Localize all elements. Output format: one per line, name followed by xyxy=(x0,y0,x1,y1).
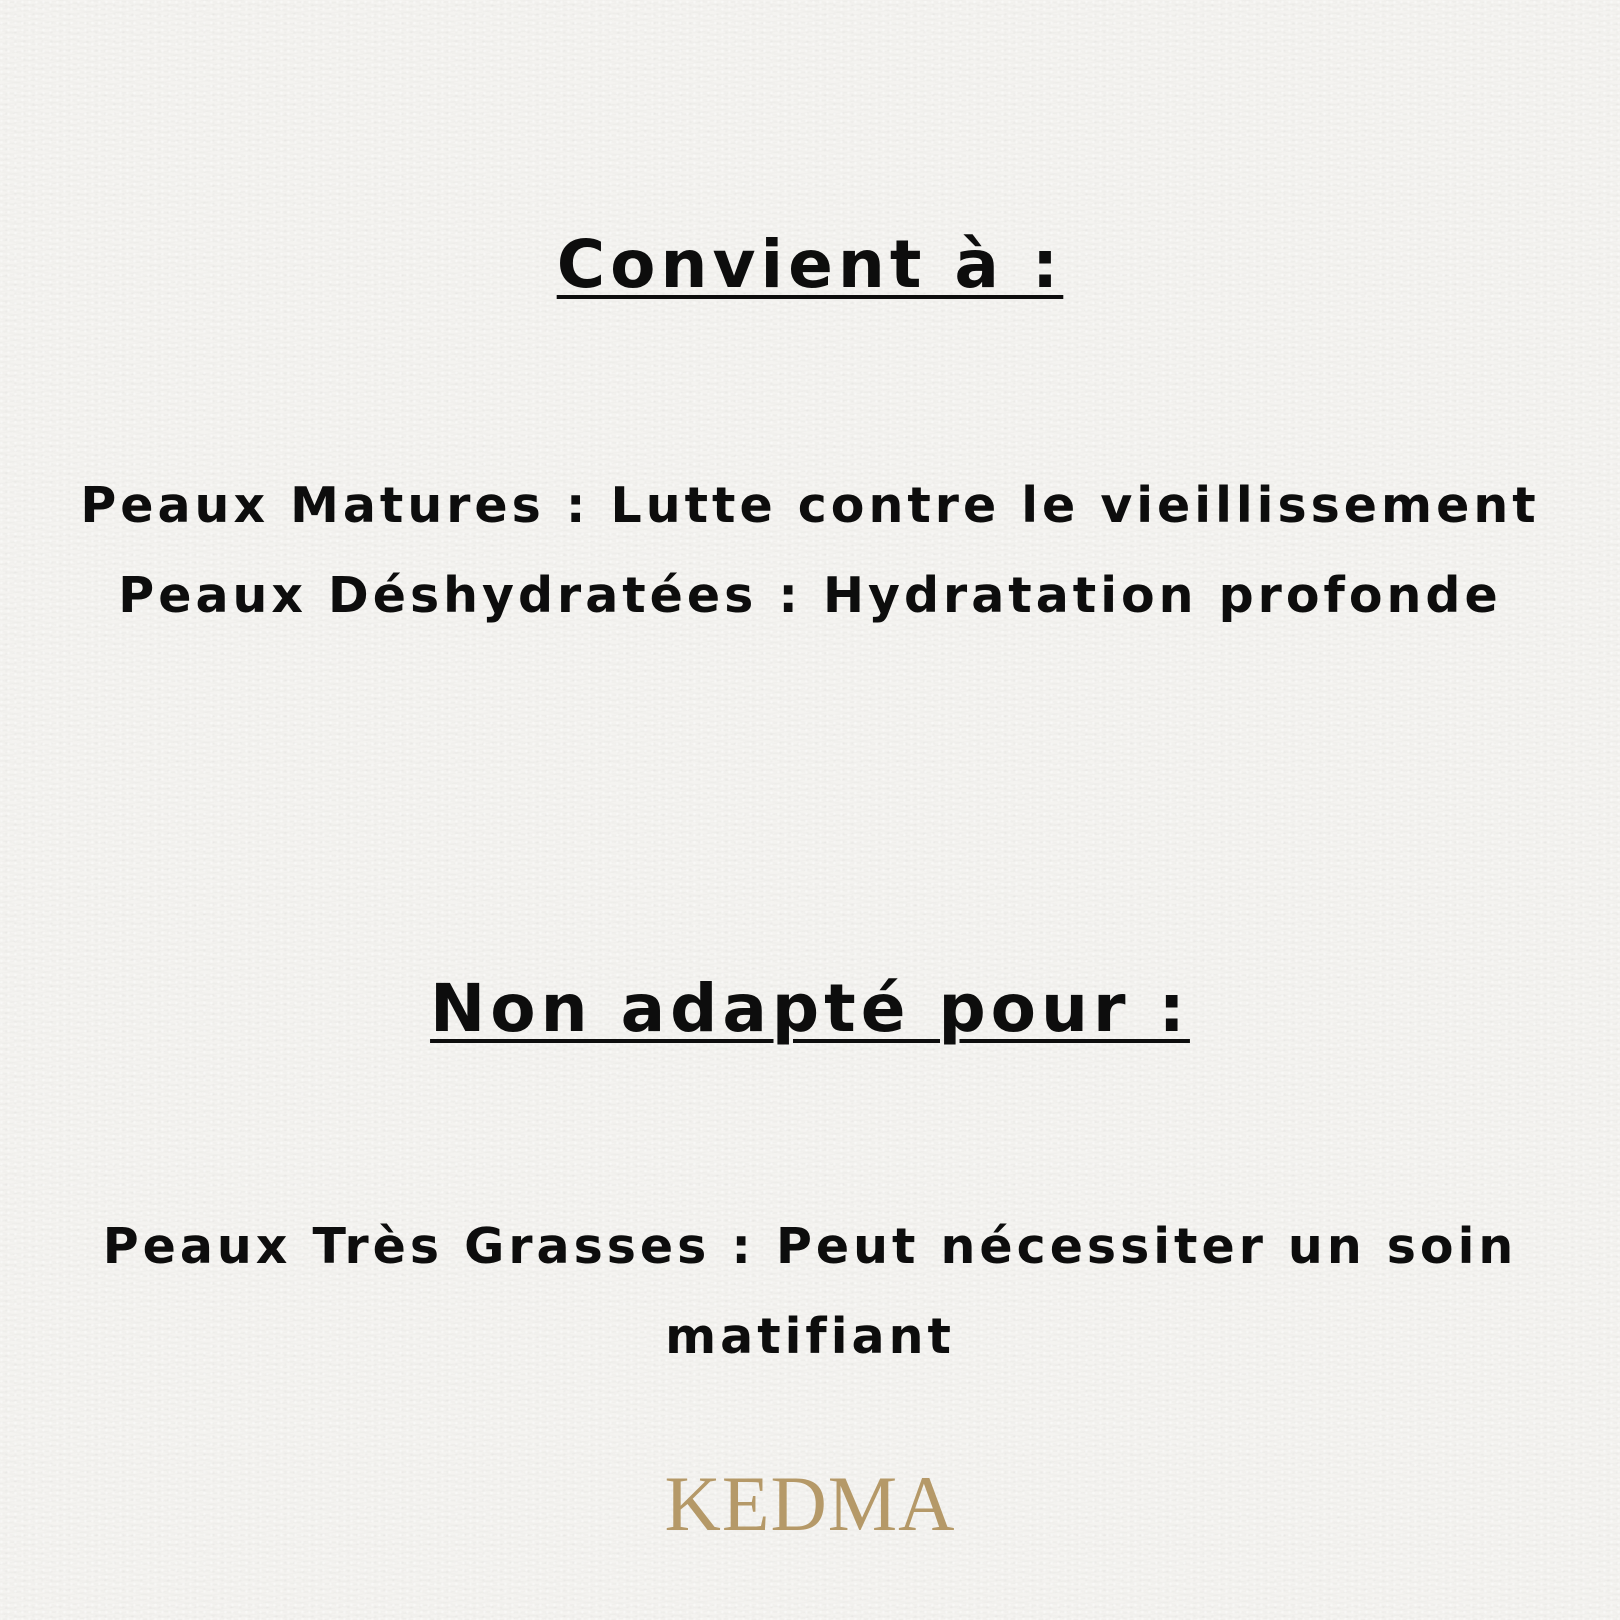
brand-logo xyxy=(0,1462,1620,1546)
suitable-item-dehydrated: Peaux Déshydratées : Hydratation profonde xyxy=(118,567,1502,624)
logo-wordmark: KEDMA xyxy=(664,1462,956,1542)
suitable-list xyxy=(0,461,1620,641)
not-suitable-list xyxy=(0,1202,1620,1382)
kedma-logo-icon xyxy=(630,1462,990,1542)
not-suitable-item-oily: Peaux Très Grasses : Peut nécessiter un soin matifiant xyxy=(102,1218,1518,1365)
not-suitable-heading: Non adapté pour : xyxy=(430,970,1190,1047)
suitable-heading: Convient à : xyxy=(556,226,1064,303)
suitable-item-mature: Peaux Matures : Lutte contre le vieillissement xyxy=(80,477,1540,534)
